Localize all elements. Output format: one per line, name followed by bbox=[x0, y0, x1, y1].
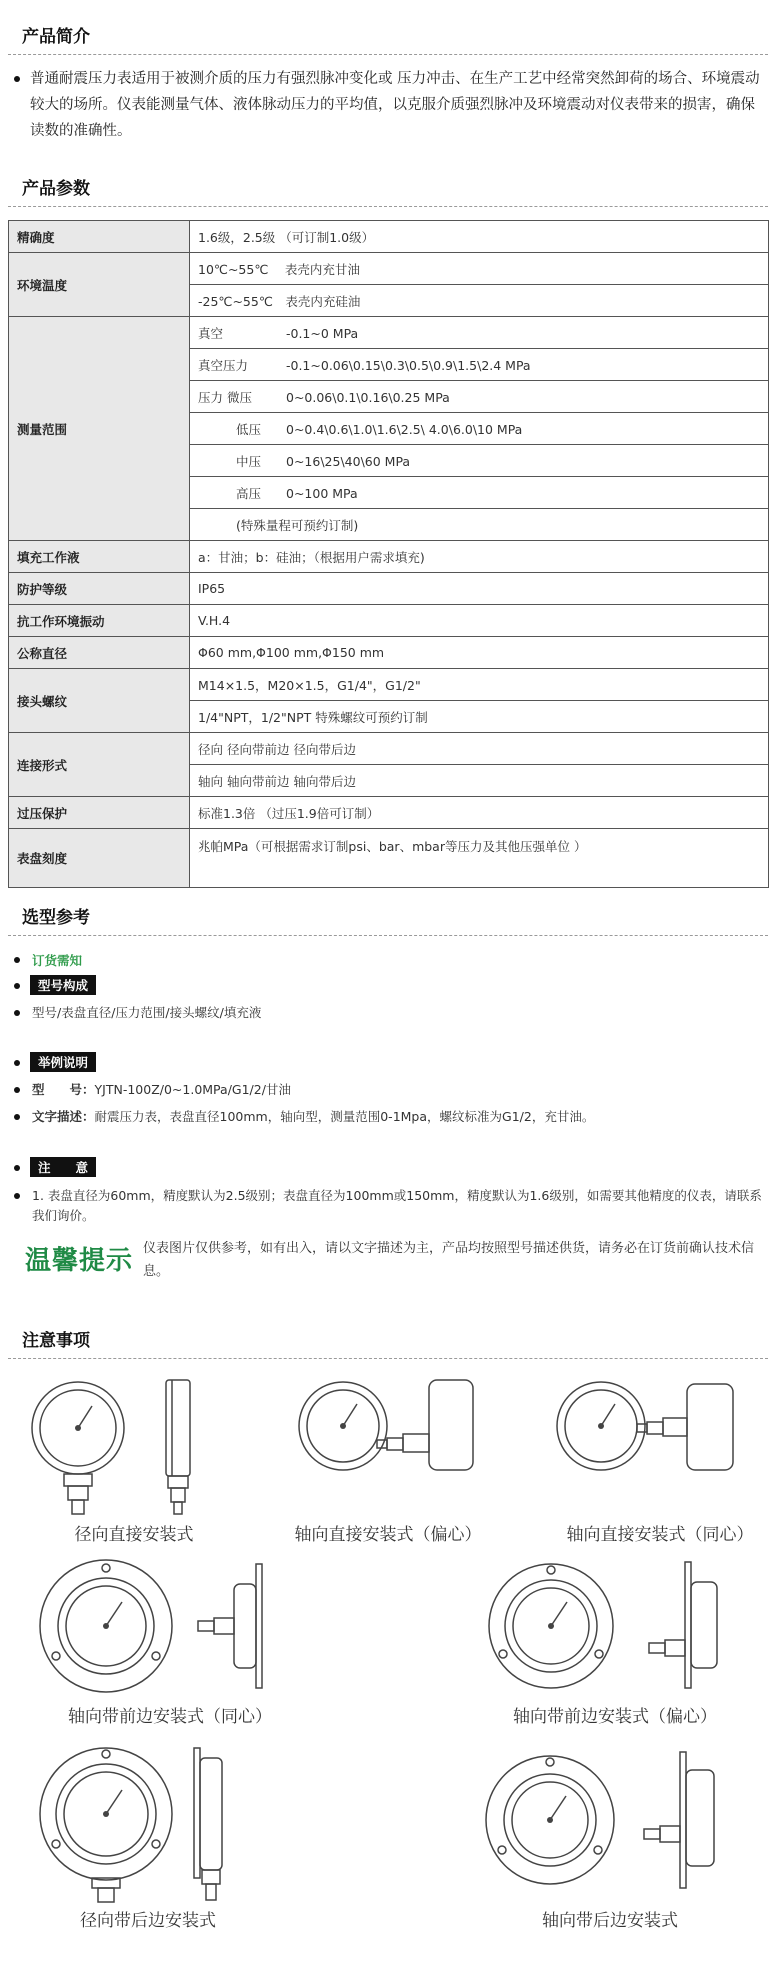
axial-front-flange-concentric-diagram bbox=[38, 1556, 278, 1696]
fill-label: 填充工作液 bbox=[9, 541, 190, 573]
range-value: 0~16\25\40\60 MPa bbox=[286, 453, 411, 469]
table-row bbox=[9, 829, 769, 888]
axial-direct-eccentric-diagram bbox=[295, 1378, 485, 1518]
overload-value: 标准1.3倍 （过压1.9倍可订制） bbox=[190, 797, 769, 829]
table-row bbox=[9, 637, 769, 669]
range-name: 真空压力 bbox=[198, 357, 249, 373]
range-name: 真空 bbox=[198, 325, 224, 341]
table-row bbox=[9, 541, 769, 573]
range-value: -0.1~0 MPa bbox=[286, 325, 359, 341]
radial-direct-mount-diagram bbox=[28, 1378, 208, 1518]
bullet-icon bbox=[14, 1087, 20, 1093]
table-row bbox=[9, 253, 769, 285]
example-model: 型 号：YJTN-100Z/0~1.0MPa/G1/2/甘油 bbox=[32, 1082, 291, 1097]
bullet-icon bbox=[14, 1060, 20, 1066]
connection-value: 轴向 轴向带前边 轴向带后边 bbox=[190, 765, 769, 797]
range-note: (特殊量程可预约订制) bbox=[190, 509, 769, 541]
params-heading: 产品参数 bbox=[22, 179, 90, 199]
bullet-icon bbox=[14, 957, 20, 963]
order-notice: 订货需知 bbox=[32, 953, 83, 968]
note-text: 1. 表盘直径为60mm，精度默认为2.5级别；表盘直径为100mm或150mm，精度默认为1.6级别，如需要其他精度的仪表，请联系我们询价。 bbox=[32, 1188, 762, 1223]
range-name: 压力 微压 bbox=[198, 389, 252, 405]
axial-direct-concentric-diagram bbox=[553, 1378, 743, 1518]
range-row bbox=[190, 445, 769, 477]
model-text: 型号/表盘直径/压力范围/接头螺纹/填充液 bbox=[32, 1005, 262, 1020]
fill-value: a：甘油；b：硅油；（根据用户需求填充) bbox=[190, 541, 769, 573]
accuracy-label: 精确度 bbox=[9, 221, 190, 253]
table-row bbox=[9, 733, 769, 765]
bullet-icon bbox=[14, 76, 20, 82]
thread-label: 接头螺纹 bbox=[9, 669, 190, 733]
dial-value: 兆帕MPa（可根据需求订制psi、bar、mbar等压力及其他压强单位 ） bbox=[190, 829, 769, 888]
table-row bbox=[9, 797, 769, 829]
notes-heading: 注意事项 bbox=[22, 1331, 90, 1351]
caption-axial-direct-eccentric: 轴向直接安装式（偏心） bbox=[294, 1525, 482, 1545]
bullet-icon bbox=[14, 1010, 20, 1016]
range-row bbox=[190, 477, 769, 509]
axial-front-flange-eccentric-diagram bbox=[485, 1556, 725, 1696]
intro-text: 普通耐震压力表适用于被测介质的压力有强烈脉冲变化或 压力冲击、在生产工艺中经常突然卸荷的场合、环境震动较大的场所。仪表能测量气体、液体脉动压力的平均值，以克服介质强烈脉冲及环境震动对仪表带来的损害，确保读数的准确性。 bbox=[30, 71, 760, 139]
model-tag: 型号构成 bbox=[30, 975, 96, 995]
range-row bbox=[190, 413, 769, 445]
table-row bbox=[9, 669, 769, 701]
example-desc: 文字描述：耐震压力表，表盘直径100mm，轴向型，测量范围0-1Mpa，螺纹标准为G1/2，充甘油。 bbox=[32, 1109, 595, 1124]
table-row bbox=[9, 221, 769, 253]
overload-label: 过压保护 bbox=[9, 797, 190, 829]
selection-section-header bbox=[8, 895, 768, 936]
protection-value: IP65 bbox=[190, 573, 769, 605]
bullet-icon bbox=[14, 1193, 20, 1199]
range-value: 0~0.4\0.6\1.0\1.6\2.5\ 4.0\6.0\10 MPa bbox=[286, 421, 523, 437]
note-tag: 注 意 bbox=[30, 1157, 96, 1177]
intro-heading: 产品简介 bbox=[22, 27, 90, 47]
params-section-header bbox=[8, 166, 768, 207]
bullet-icon bbox=[14, 983, 20, 989]
range-value: -0.1~0.06\0.15\0.3\0.5\0.9\1.5\2.4 MPa bbox=[286, 357, 531, 373]
caption-radial-rear: 径向带后边安装式 bbox=[80, 1911, 216, 1931]
connection-label: 连接形式 bbox=[9, 733, 190, 797]
protection-label: 防护等级 bbox=[9, 573, 190, 605]
notes-section-header bbox=[8, 1318, 768, 1359]
caption-axial-front-concentric: 轴向带前边安装式（同心） bbox=[68, 1707, 272, 1727]
intro-section-header bbox=[8, 14, 768, 55]
thread-value: M14×1.5，M20×1.5，G1/4"，G1/2" bbox=[190, 669, 769, 701]
range-value: 0~100 MPa bbox=[286, 485, 358, 501]
axial-rear-flange-diagram bbox=[482, 1744, 722, 1904]
range-row bbox=[190, 317, 769, 349]
connection-value: 径向 径向带前边 径向带后边 bbox=[190, 733, 769, 765]
caption-axial-front-eccentric: 轴向带前边安装式（偏心） bbox=[513, 1707, 717, 1727]
caption-radial-direct: 径向直接安装式 bbox=[74, 1525, 194, 1545]
example-tag: 举例说明 bbox=[30, 1052, 96, 1072]
range-label: 测量范围 bbox=[9, 317, 190, 541]
dial-label: 表盘刻度 bbox=[9, 829, 190, 888]
table-row bbox=[9, 317, 769, 349]
range-name: 低压 bbox=[236, 421, 262, 437]
radial-rear-flange-diagram bbox=[36, 1744, 256, 1904]
env-temp-value: -25℃~55℃ 表壳内充硅油 bbox=[190, 285, 769, 317]
thread-value: 1/4"NPT，1/2"NPT 特殊螺纹可预约订制 bbox=[190, 701, 769, 733]
bullet-icon bbox=[14, 1165, 20, 1171]
env-temp-label: 环境温度 bbox=[9, 253, 190, 317]
env-temp-value: 10℃~55℃ 表壳内充甘油 bbox=[190, 253, 769, 285]
tip-text: 仪表图片仅供参考，如有出入，请以文字描述为主，产品均按照型号描述供货，请务必在订货前确认技术信息。 bbox=[143, 1241, 755, 1279]
table-row bbox=[9, 573, 769, 605]
caption-axial-direct-concentric: 轴向直接安装式（同心） bbox=[566, 1525, 754, 1545]
range-row bbox=[190, 349, 769, 381]
vibration-label: 抗工作环境振动 bbox=[9, 605, 190, 637]
range-value: 0~0.06\0.1\0.16\0.25 MPa bbox=[286, 389, 450, 405]
range-name: 高压 bbox=[236, 485, 262, 501]
params-table bbox=[8, 220, 769, 888]
bullet-icon bbox=[14, 1114, 20, 1120]
vibration-value: V.H.4 bbox=[190, 605, 769, 637]
diameter-label: 公称直径 bbox=[9, 637, 190, 669]
table-row bbox=[9, 605, 769, 637]
diameter-value: Φ60 mm,Φ100 mm,Φ150 mm bbox=[190, 637, 769, 669]
tip-title: 温馨提示 bbox=[25, 1246, 134, 1276]
accuracy-value: 1.6级，2.5级 （可订制1.0级） bbox=[190, 221, 769, 253]
caption-axial-rear: 轴向带后边安装式 bbox=[542, 1911, 678, 1931]
selection-heading: 选型参考 bbox=[22, 908, 90, 928]
range-row bbox=[190, 381, 769, 413]
range-name: 中压 bbox=[236, 453, 262, 469]
